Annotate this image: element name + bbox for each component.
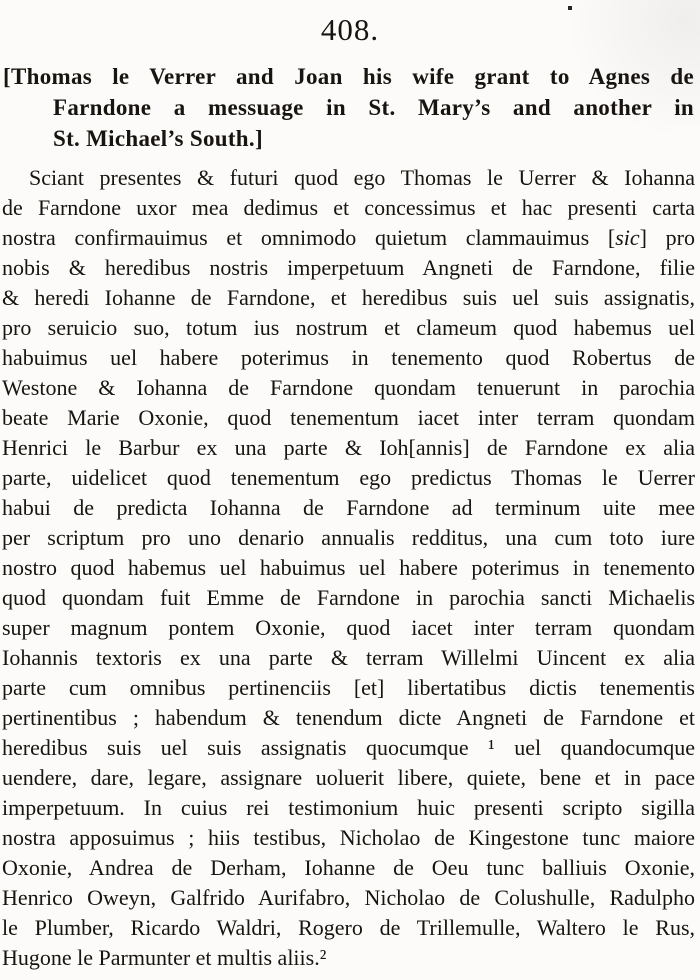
charter-line: Westone & Iohanna de Farndone quondam tenuerunt in parochia (2, 375, 695, 400)
headnote-line: St. Michael’s South.] (53, 126, 263, 151)
charter-line: quod quondam fuit Emme de Farndone in parochia sancti Michaelis (2, 585, 695, 610)
charter-line: pertinentibus ; habendum & tenendum dicte Angneti de Farndone et (2, 705, 695, 730)
charter-line (2, 223, 695, 253)
charter-line: pro seruicio suo, totum ius nostrum et clameum quod habemus uel (2, 315, 695, 340)
headnote-summary (3, 61, 694, 154)
charter-text (2, 163, 695, 973)
charter-line: Sciant presentes & futuri quod ego Thomas le Uerrer & Iohanna (29, 165, 695, 190)
charter-line: nostro quod habemus uel habuimus uel habere poterimus in tenemento (2, 555, 695, 580)
charter-line: nobis & heredibus nostris imperpetuum Angneti de Farndone, filie (2, 255, 695, 280)
sic-italic: sic (615, 225, 640, 250)
charter-line: parte, uidelicet quod tenementum ego predictus Thomas le Uerrer (2, 465, 695, 490)
charter-line: per scriptum pro uno denario annualis redditus, una cum toto iure (2, 525, 695, 550)
charter-line: Oxonie, Andrea de Derham, Iohanne de Oeu tunc balliuis Oxonie, (2, 855, 695, 880)
charter-line: Hugone le Parmunter et multis aliis.² (2, 945, 327, 970)
charter-line: super magnum pontem Oxonie, quod iacet inter terram quondam (2, 615, 695, 640)
charter-line: imperpetuum. In cuius rei testimonium huic presenti scripto sigilla (2, 795, 695, 820)
text-segment: ] pro (639, 225, 696, 250)
headnote-line: Farndone a messuage in St. Mary’s and another in (53, 95, 694, 120)
charter-line: Iohannis textoris ex una parte & terram Willelmi Uincent ex alia (2, 645, 695, 670)
charter-line: Henrici le Barbur ex una parte & Ioh[annis] de Farndone ex alia (2, 435, 695, 460)
scan-speck (568, 6, 572, 10)
charter-line: & heredi Iohanne de Farndone, et heredibus suis uel suis assignatis, (2, 285, 695, 310)
headnote-line: [Thomas le Verrer and Joan his wife grant to Agnes de (3, 64, 694, 89)
text-segment: nostra confirmauimus et omnimodo quietum clammauimus [ (2, 225, 616, 250)
charter-line: heredibus suis uel suis assignatis quocumque ¹ uel quandocumque (2, 735, 695, 760)
charter-line: nostra apposuimus ; hiis testibus, Nicholao de Kingestone tunc maiore (2, 825, 695, 850)
charter-line: uendere, dare, legare, assignare uoluerit libere, quiete, bene et in pace (2, 765, 695, 790)
charter-line: habuimus uel habere poterimus in tenemento quod Robertus de (2, 345, 695, 370)
charter-line: de Farndone uxor mea dedimus et concessimus et hac presenti carta (2, 195, 695, 220)
page-number: 408. (320, 12, 380, 47)
charter-line: le Plumber, Ricardo Waldri, Rogero de Trillemulle, Waltero le Rus, (2, 915, 695, 940)
charter-line: parte cum omnibus pertinenciis [et] libertatibus dictis tenementis (2, 675, 695, 700)
charter-line: beate Marie Oxonie, quod tenementum iacet inter terram quondam (2, 405, 695, 430)
charter-line: Henrico Oweyn, Galfrido Aurifabro, Nicholao de Colushulle, Radulpho (2, 885, 695, 910)
charter-line: habui de predicta Iohanna de Farndone ad terminum uite mee (2, 495, 695, 520)
